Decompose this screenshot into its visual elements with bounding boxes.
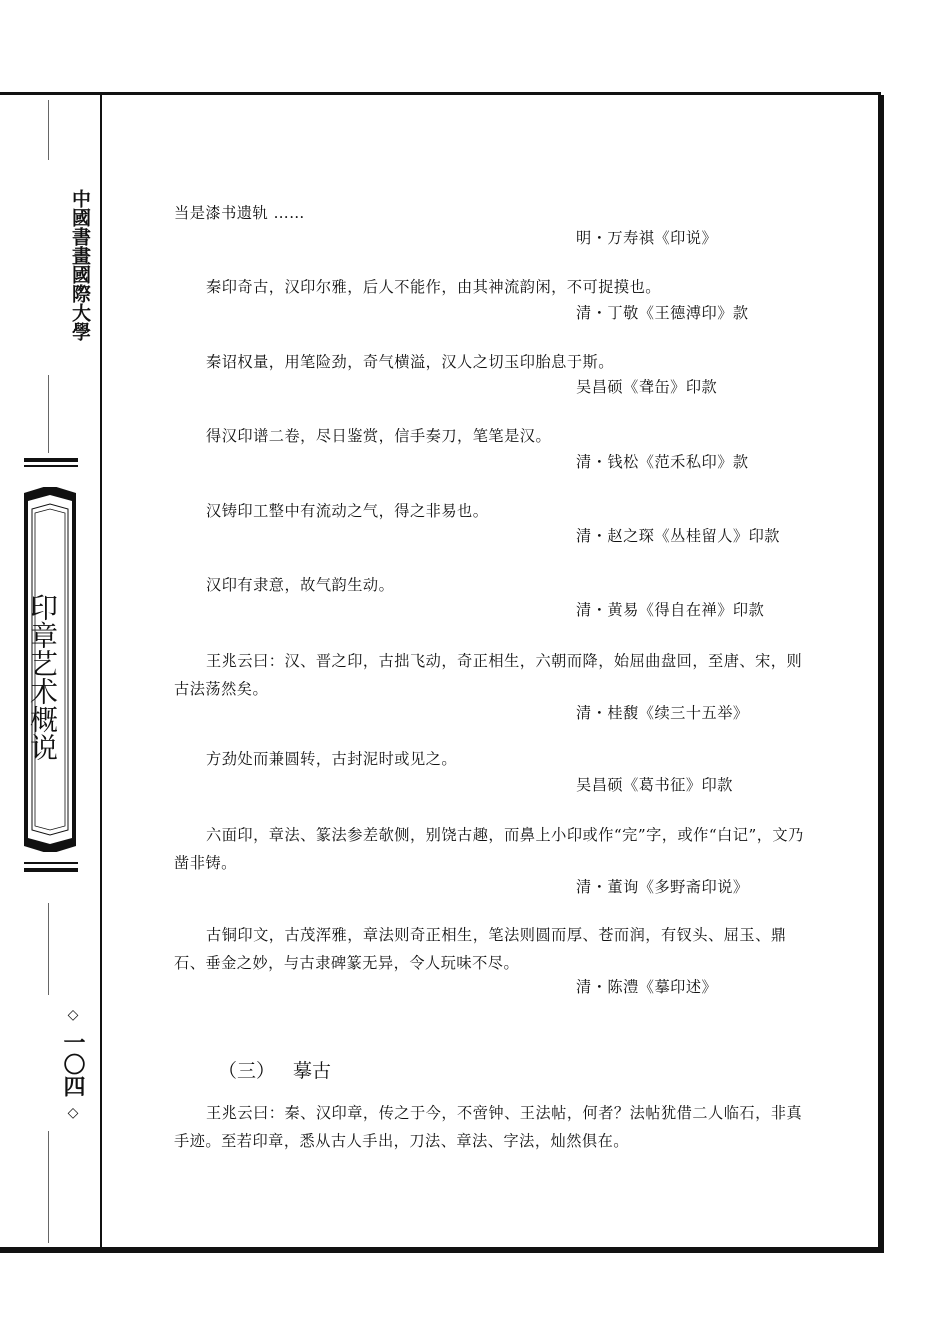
quote-source: 清・黄易《得自在禅》印款 bbox=[576, 601, 765, 619]
quote-text: 秦诏权量，用笔险劲，奇气横溢，汉人之切玉印胎息于斯。 bbox=[206, 353, 614, 371]
quote-source: 清・钱松《范禾私印》款 bbox=[576, 453, 749, 471]
quote-text: 当是漆书遗轨 …… bbox=[174, 204, 305, 222]
quote-source: 清・丁敬《王德溥印》款 bbox=[576, 304, 749, 322]
section-paragraph: 王兆云曰：秦、汉印章，传之于今，不啻钟、王法帖，何者？法帖犹借二人临石，非真手迹。至若印章，悉从古人手出，刀法、章法、字法，灿然俱在。 bbox=[174, 1104, 803, 1150]
quote-source: 清・桂馥《续三十五举》 bbox=[576, 704, 749, 722]
quote-source: 清・赵之琛《丛桂留人》印款 bbox=[576, 527, 780, 545]
quote-text: 古铜印文，古茂浑雅，章法则奇正相生，笔法则圆而厚、苍而润，有钗头、屈玉、鼎石、垂金之妙，与古隶碑篆无异，令人玩味不尽。 bbox=[174, 926, 787, 972]
quote-source: 吴昌硕《聋缶》印款 bbox=[576, 378, 718, 396]
quote-text: 秦印奇古，汉印尔雅，后人不能作，由其神流韵闲，不可捉摸也。 bbox=[206, 278, 661, 296]
section-number: （三） bbox=[218, 1060, 276, 1082]
quote-text: 得汉印谱二卷，尽日鉴赏，信手奏刀，笔笔是汉。 bbox=[206, 427, 552, 445]
diamond-icon: ◇ bbox=[67, 1007, 79, 1023]
series-title: 中國書畫國際大學 bbox=[69, 189, 91, 341]
book-title: 印章艺术概说 bbox=[26, 593, 59, 761]
quote-text: 方劲处而兼圆转，古封泥时或见之。 bbox=[206, 750, 457, 768]
quote-text: 汉铸印工整中有流动之气，得之非易也。 bbox=[206, 502, 489, 520]
section-title: 摹古 bbox=[293, 1060, 332, 1082]
quote-text: 六面印，章法、篆法参差欹侧，别饶古趣，而鼻上小印或作“完”字，或作“白记”，文乃凿非铸。 bbox=[174, 826, 804, 872]
quote-text: 汉印有隶意，故气韵生动。 bbox=[206, 576, 395, 594]
quote-source: 明・万寿祺《印说》 bbox=[576, 229, 718, 247]
quote-source: 吴昌硕《葛书征》印款 bbox=[576, 776, 733, 794]
quote-source: 清・陈澧《摹印述》 bbox=[576, 978, 718, 996]
quote-text: 王兆云曰：汉、晋之印，古拙飞动，奇正相生，六朝而降，始屈曲盘回，至唐、宋，则古法荡然矣。 bbox=[174, 652, 803, 698]
diamond-icon: ◇ bbox=[67, 1105, 79, 1121]
page-number-digits: 一〇四 bbox=[60, 1031, 86, 1097]
quote-source: 清・董询《多野斋印说》 bbox=[576, 878, 749, 896]
section-heading bbox=[218, 1059, 331, 1083]
